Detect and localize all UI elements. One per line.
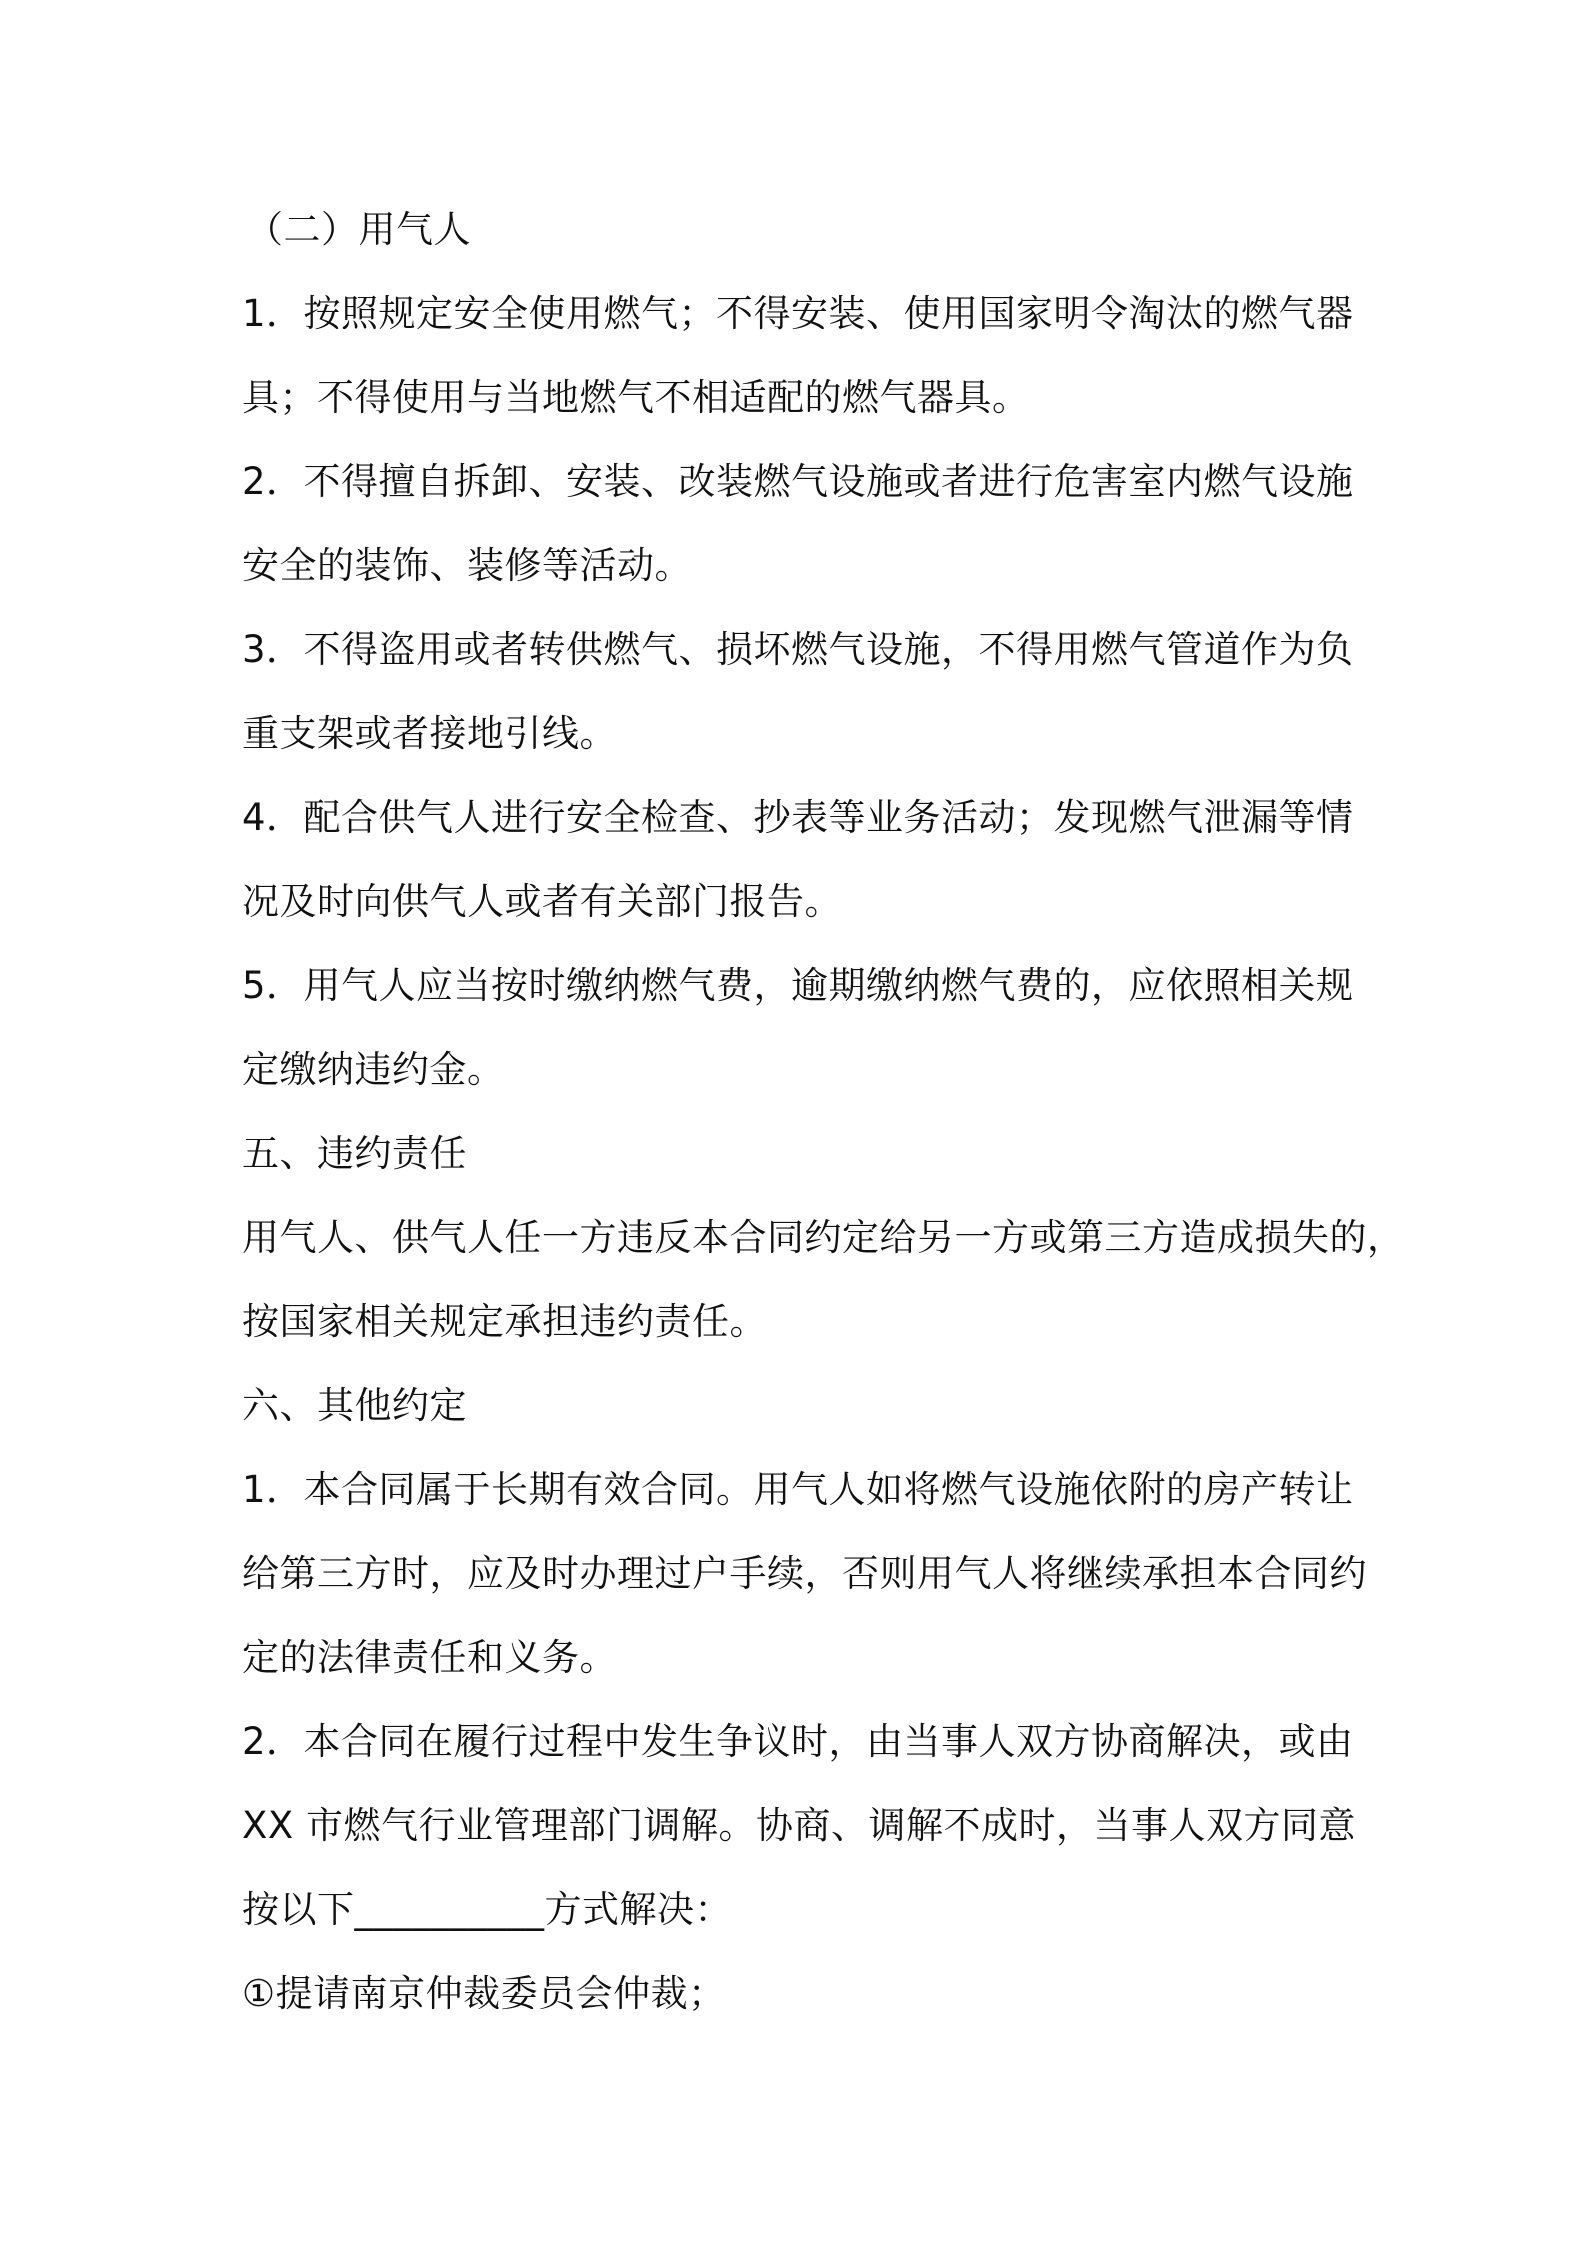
section-heading-liability: 五、违约责任 xyxy=(242,1132,467,1175)
liability-line-2: 按国家相关规定承担违约责任。 xyxy=(242,1300,767,1343)
other-1-line-2: 给第三方时，应及时办理过户手续，否则用气人将继续承担本合同约 xyxy=(242,1552,1367,1595)
other-2-line-1: 2．本合同在履行过程中发生争议时，由当事人双方协商解决，或由 xyxy=(242,1720,1354,1763)
liability-line-1: 用气人、供气人任一方违反本合同约定给另一方或第三方造成损失的， xyxy=(242,1216,1405,1259)
clause-4-line-2: 况及时向供气人或者有关部门报告。 xyxy=(242,880,842,923)
option-1-arbitration: ①提请南京仲裁委员会仲裁； xyxy=(242,1972,726,2015)
clause-4-line-1: 4．配合供气人进行安全检查、抄表等业务活动；发现燃气泄漏等情 xyxy=(242,796,1354,839)
other-2-line-3: 按以下__________方式解决： xyxy=(242,1888,732,1931)
clause-3-line-2: 重支架或者接地引线。 xyxy=(242,712,617,755)
clause-5-line-1: 5．用气人应当按时缴纳燃气费，逾期缴纳燃气费的，应依照相关规 xyxy=(242,964,1354,1007)
clause-2-line-1: 2．不得擅自拆卸、安装、改装燃气设施或者进行危害室内燃气设施 xyxy=(242,460,1354,503)
clause-1-line-1: 1．按照规定安全使用燃气；不得安装、使用国家明令淘汰的燃气器 xyxy=(242,292,1354,335)
other-1-line-3: 定的法律责任和义务。 xyxy=(242,1636,617,1679)
other-1-line-1: 1．本合同属于长期有效合同。用气人如将燃气设施依附的房产转让 xyxy=(242,1468,1354,1511)
clause-5-line-2: 定缴纳违约金。 xyxy=(242,1048,505,1091)
section-heading-gas-user: （二）用气人 xyxy=(246,208,471,251)
clause-1-line-2: 具；不得使用与当地燃气不相适配的燃气器具。 xyxy=(242,376,1030,419)
section-heading-other: 六、其他约定 xyxy=(242,1384,467,1427)
clause-2-line-2: 安全的装饰、装修等活动。 xyxy=(242,544,692,587)
clause-3-line-1: 3．不得盗用或者转供燃气、损坏燃气设施，不得用燃气管道作为负 xyxy=(242,628,1354,671)
other-2-line-2: XX 市燃气行业管理部门调解。协商、调解不成时，当事人双方同意 xyxy=(242,1804,1356,1847)
